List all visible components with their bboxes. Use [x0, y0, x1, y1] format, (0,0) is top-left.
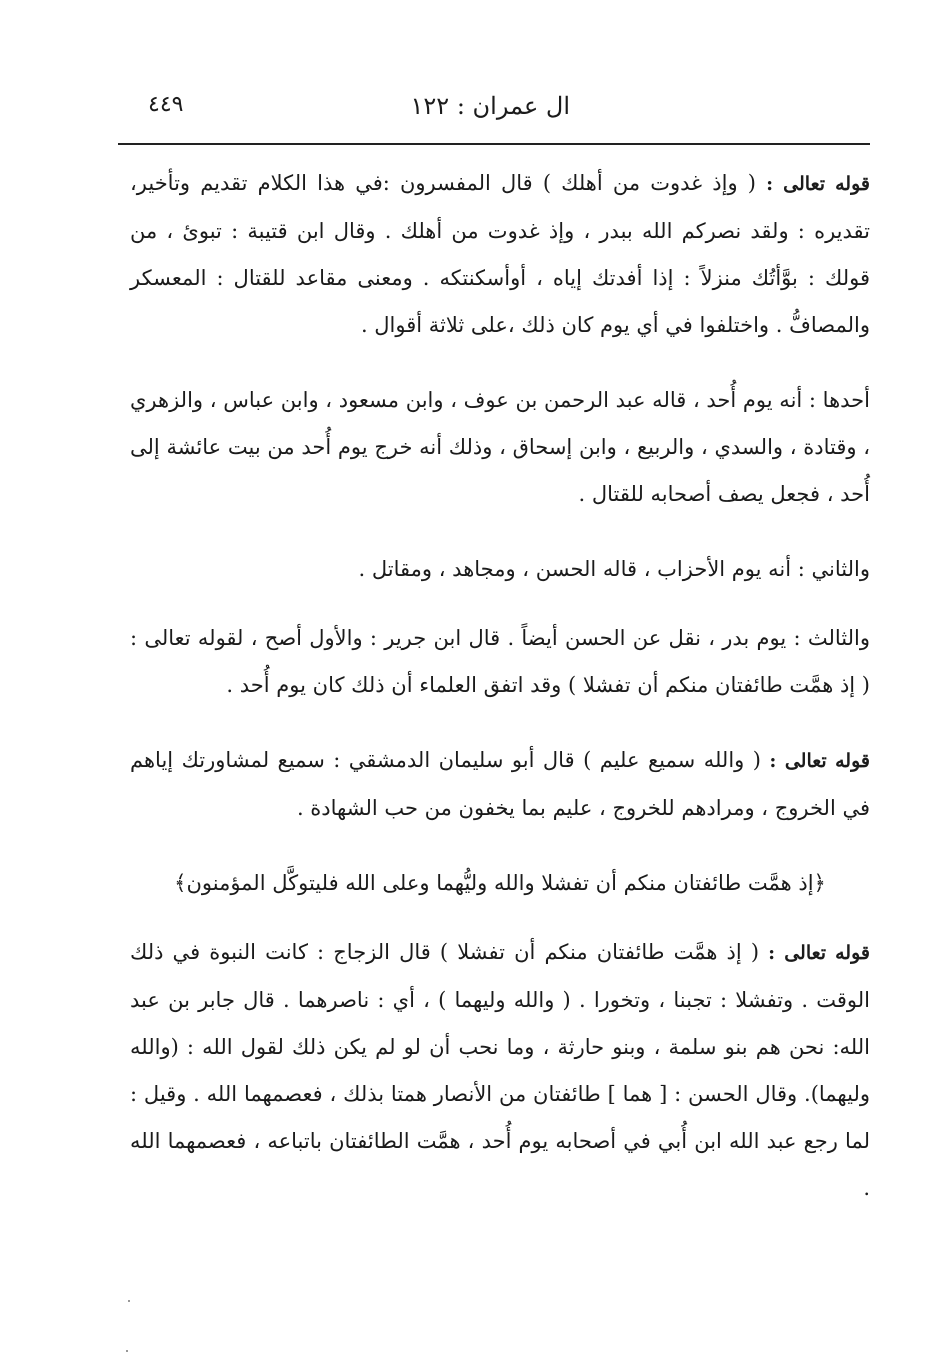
- paragraph-lead: قوله تعالى :: [768, 942, 870, 964]
- paragraph-text: ( والله سميع عليم ) قال أبو سليمان الدمشقي : سميع لمشاورتك إياهم في الخروج ، ومرادهم للخروج ، عليم بما يخفون من حب الشهادة .: [130, 748, 870, 820]
- quran-verse: ﴿إذ همَّت طائفتان منكم أن تفشلا والله وليُّهما وعلى الله فليتوكَّل المؤمنون﴾: [174, 871, 826, 895]
- paragraph-2: [130, 377, 870, 518]
- paragraph-text: ( وإذ غدوت من أهلك ) قال المفسرون :في هذا الكلام تقديم وتأخير، تقديره : ولقد نصركم الله ببدر ، وإذ غدوت من أهلك . وقال ابن قتيبة : تبوئ ، من قولك : بوَّأتُك منزلاً : إذا أفدتك إياه ، أوأسكنتكه . ومعنى مقاعد للقتال : المعسكر والمصافُّ . واختلفوا في أي يوم كان ذلك ،على ثلاثة أقوال .: [130, 171, 870, 337]
- paragraph-3: [130, 546, 870, 593]
- header-rule: [118, 143, 870, 145]
- paragraph-1: [130, 160, 870, 349]
- page-number: ٤٤٩: [148, 92, 184, 117]
- scan-speck: [126, 1350, 128, 1352]
- running-title: ال عمران : ١٢٢: [410, 92, 570, 120]
- paragraph-lead: قوله تعالى :: [769, 750, 870, 772]
- paragraph-text: أحدها : أنه يوم أُحد ، قاله عبد الرحمن بن عوف ، وابن مسعود ، وابن عباس ، والزهري ، وقتادة ، والسدي ، والربيع ، وابن إسحاق ، وذلك أنه خرج يوم أُحد من بيت عائشة إلى أُحد ، فجعل يصف أصحابه للقتال .: [130, 388, 870, 506]
- page-header: [118, 92, 870, 136]
- paragraph-final: [130, 929, 870, 1212]
- paragraph-text: والثالث : يوم بدر ، نقل عن الحسن أيضاً . قال ابن جرير : والأول أصح ، لقوله تعالى : ( إذ همَّت طائفتان منكم أن تفشلا ) وقد اتفق العلماء أن ذلك كان يوم أُحد .: [130, 626, 870, 697]
- paragraph-lead: قوله تعالى :: [766, 173, 870, 195]
- paragraph-text: والثاني : أنه يوم الأحزاب ، قاله الحسن ، ومجاهد ، ومقاتل .: [358, 557, 870, 581]
- paragraph-text: ( إذ همَّت طائفتان منكم أن تفشلا ) قال الزجاج : كانت النبوة في ذلك الوقت . وتفشلا : تجبنا ، وتخورا . ( والله وليهما ) ، أي : ناصرهما . قال جابر بن عبد الله: نحن هم بنو سلمة ، وبنو حارثة ، وما نحب أن لو لم يكن ذلك لقول الله : (والله وليهما). وقال الحسن : [ هما ] طائفتان من الأنصار همتا بذلك ، فعصمهما الله . وقيل : لما رجع عبد الله ابن أُبي في أصحابه يوم أُحد ، همَّت الطائفتان باتباعه ، فعصمهما الله .: [130, 940, 870, 1200]
- paragraph-4: [130, 615, 870, 709]
- commentary-body: [130, 160, 870, 1240]
- scan-speck: [128, 1300, 130, 1302]
- paragraph-5: [130, 737, 870, 832]
